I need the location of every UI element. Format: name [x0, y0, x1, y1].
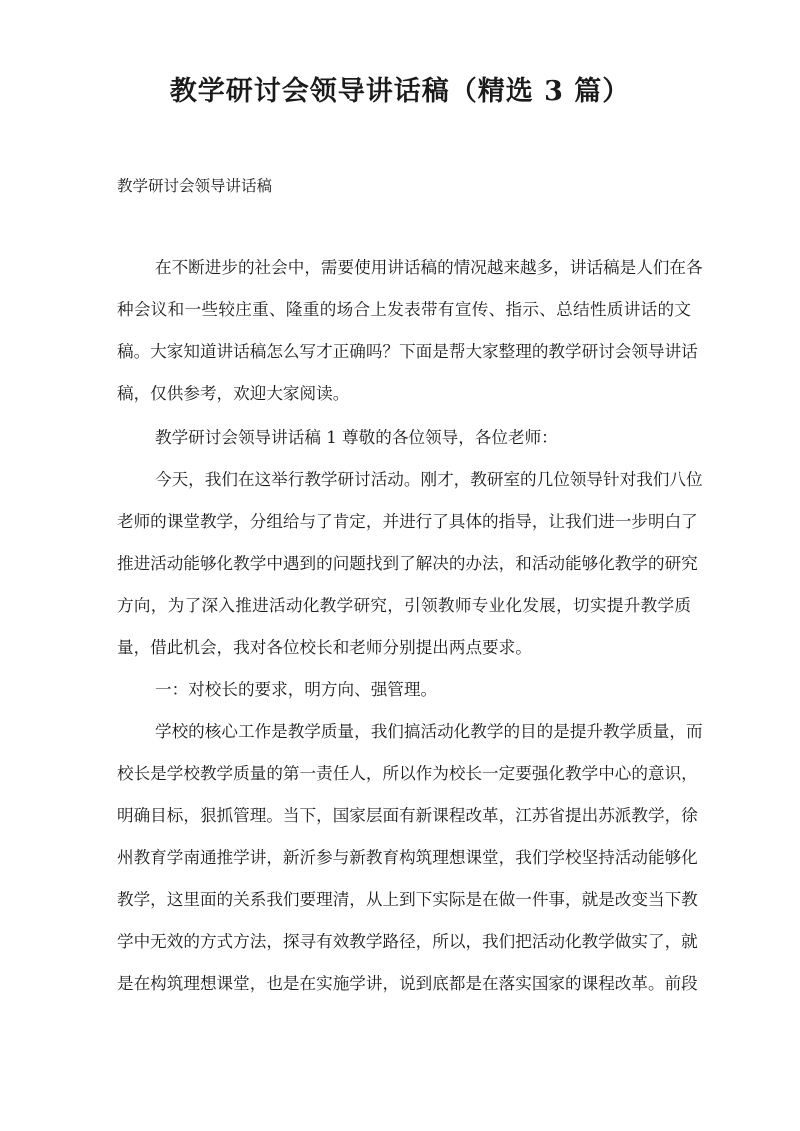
- paragraph-line: 稿。大家知道讲话稿怎么写才正确吗？下面是帮大家整理的教学研讨会领导讲话: [117, 342, 698, 361]
- paragraph-line: 一：对校长的要求，明方向、强管理。: [155, 680, 438, 699]
- paragraph-line: 学中无效的方式方法，探寻有效教学路径，所以，我们把活动化教学做实了，就: [117, 932, 698, 951]
- paragraph-line: 老师的课堂教学，分组给与了肯定，并进行了具体的指导，让我们进一步明白了: [117, 512, 698, 531]
- paragraph-line: 稿，仅供参考，欢迎大家阅读。: [117, 384, 350, 403]
- paragraph-line: 量，借此机会，我对各位校长和老师分别提出两点要求。: [117, 638, 532, 657]
- paragraph-line: 种会议和一些较庄重、隆重的场合上发表带有宣传、指示、总结性质讲话的文: [117, 300, 691, 319]
- paragraph-line: 是在构筑理想课堂，也是在实施学讲，说到底都是在落实国家的课程改革。前段: [117, 974, 698, 993]
- document-title: 教学研讨会领导讲话稿（精选 3 篇）: [169, 76, 631, 107]
- paragraph-line: 教学研讨会领导讲话稿 1 尊敬的各位领导，各位老师：: [155, 428, 558, 447]
- paragraph-line: 学校的核心工作是教学质量，我们搞活动化教学的目的是提升教学质量，而: [155, 722, 703, 741]
- paragraph-line: 今天，我们在这举行教学研讨活动。刚才，教研室的几位领导针对我们八位: [155, 470, 703, 489]
- paragraph-line: 在不断进步的社会中，需要使用讲话稿的情况越来越多，讲话稿是人们在各: [155, 258, 703, 277]
- paragraph-line: 明确目标，狠抓管理。当下，国家层面有新课程改革，江苏省提出苏派教学，徐: [117, 806, 698, 825]
- paragraph-line: 州教育学南通推学讲，新沂参与新教育构筑理想课堂，我们学校坚持活动能够化: [117, 848, 698, 867]
- paragraph-line: 方向，为了深入推进活动化教学研究，引领教师专业化发展，切实提升教学质: [117, 596, 691, 615]
- document-subtitle: 教学研讨会领导讲话稿: [117, 177, 273, 195]
- paragraph-line: 校长是学校教学质量的第一责任人，所以作为校长一定要强化教学中心的意识，: [117, 764, 698, 783]
- paragraph-line: 推进活动能够化教学中遇到的问题找到了解决的办法，和活动能够化教学的研究: [117, 554, 698, 573]
- paragraph-line: 教学，这里面的关系我们要理清，从上到下实际是在做一件事，就是改变当下教: [117, 890, 698, 909]
